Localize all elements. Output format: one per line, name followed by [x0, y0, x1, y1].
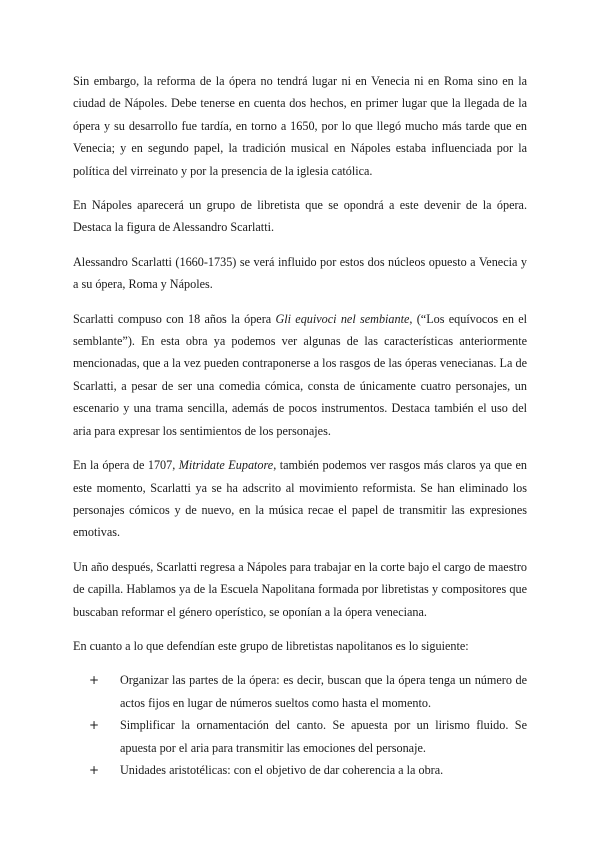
opera-title-italic: Mitridate Eupatore	[178, 458, 274, 473]
paragraph-scarlatti-bio: Alessandro Scarlatti (1660-1735) se verá influido por estos dos núcleos opuesto a Venecia y a su ópera, Roma y Nápoles.	[73, 254, 527, 292]
list-item	[87, 669, 527, 714]
paragraph-escuela-napolitana: Un año después, Scarlatti regresa a Nápoles para trabajar en la corte bajo el cargo de maestro de capilla. Hablamos ya de la Escuela Napolitana formada por libretistas y compositores que buscaban reformar el género operístico, se oponían a la ópera veneciana.	[73, 559, 527, 619]
list-item-text: Organizar las partes de la ópera: es decir, buscan que la ópera tenga un número de actos fijos en lugar de números sueltos como hasta el momento.	[120, 673, 527, 710]
paragraph-mitridate	[73, 454, 527, 544]
plus-bullet-icon: +	[88, 762, 100, 777]
bullet-list	[73, 669, 527, 781]
paragraph-list-intro: En cuanto a lo que defendían este grupo de libretistas napolitanos es lo siguiente:	[73, 638, 469, 653]
paragraph-reforma-napoles: Sin embargo, la reforma de la ópera no tendrá lugar ni en Venecia ni en Roma sino en la ciudad de Nápoles. Debe tenerse en cuenta dos hechos, en primer lugar que la llegada de la ópera y su desarrollo fue tardía, en torno a 1650, por lo que llegó mucho más tarde que en Venecia; y en segundo papel, la tradición musical en Nápoles estaba influenciada por la política del virreinato y por la presencia de la iglesia católica.	[73, 74, 527, 178]
list-item	[87, 714, 527, 759]
list-item-text: Simplificar la ornamentación del canto. Se apuesta por un lirismo fluido. Se apuesta por el aria para transmitir las emociones del personaje.	[120, 718, 527, 755]
text-segment: , también podemos ver rasgos más claros ya que en este momento, Scarlatti ya se ha adscrito al movimiento reformista. Se han eliminado los personajes cómicos y de nuevo, en la música recae el papel de transmitir las expresiones emotivas.	[73, 458, 527, 540]
text-segment: En la ópera de 1707,	[73, 458, 179, 473]
text-segment: Scarlatti compuso con 18 años la ópera	[73, 311, 276, 326]
list-item-text: Unidades aristotélicas: con el objetivo de dar coherencia a la obra.	[120, 762, 444, 777]
plus-bullet-icon: +	[88, 718, 100, 733]
text-segment: , (“Los equívocos en el semblante”). En esta obra ya podemos ver algunas de las características anteriormente mencionadas, que a la vez pueden contraponerse a los rasgos de las óperas venecianas. La de Scarlatti, a pesar de ser una comedia cómica, consta de únicamente cuatro personajes, un escenario y una trama sencilla, además de pocos instrumentos. Destaca también el uso del aria para expresar los sentimientos de los personajes.	[73, 311, 527, 438]
plus-bullet-icon: +	[88, 673, 100, 688]
paragraph-gli-equivoci	[73, 308, 527, 442]
list-item	[87, 759, 527, 781]
opera-title-italic: Gli equivoci nel sembiante	[275, 311, 410, 326]
paragraph-libretistas: En Nápoles aparecerá un grupo de libretista que se opondrá a este devenir de la ópera. Destaca la figura de Alessandro Scarlatti.	[73, 198, 527, 235]
